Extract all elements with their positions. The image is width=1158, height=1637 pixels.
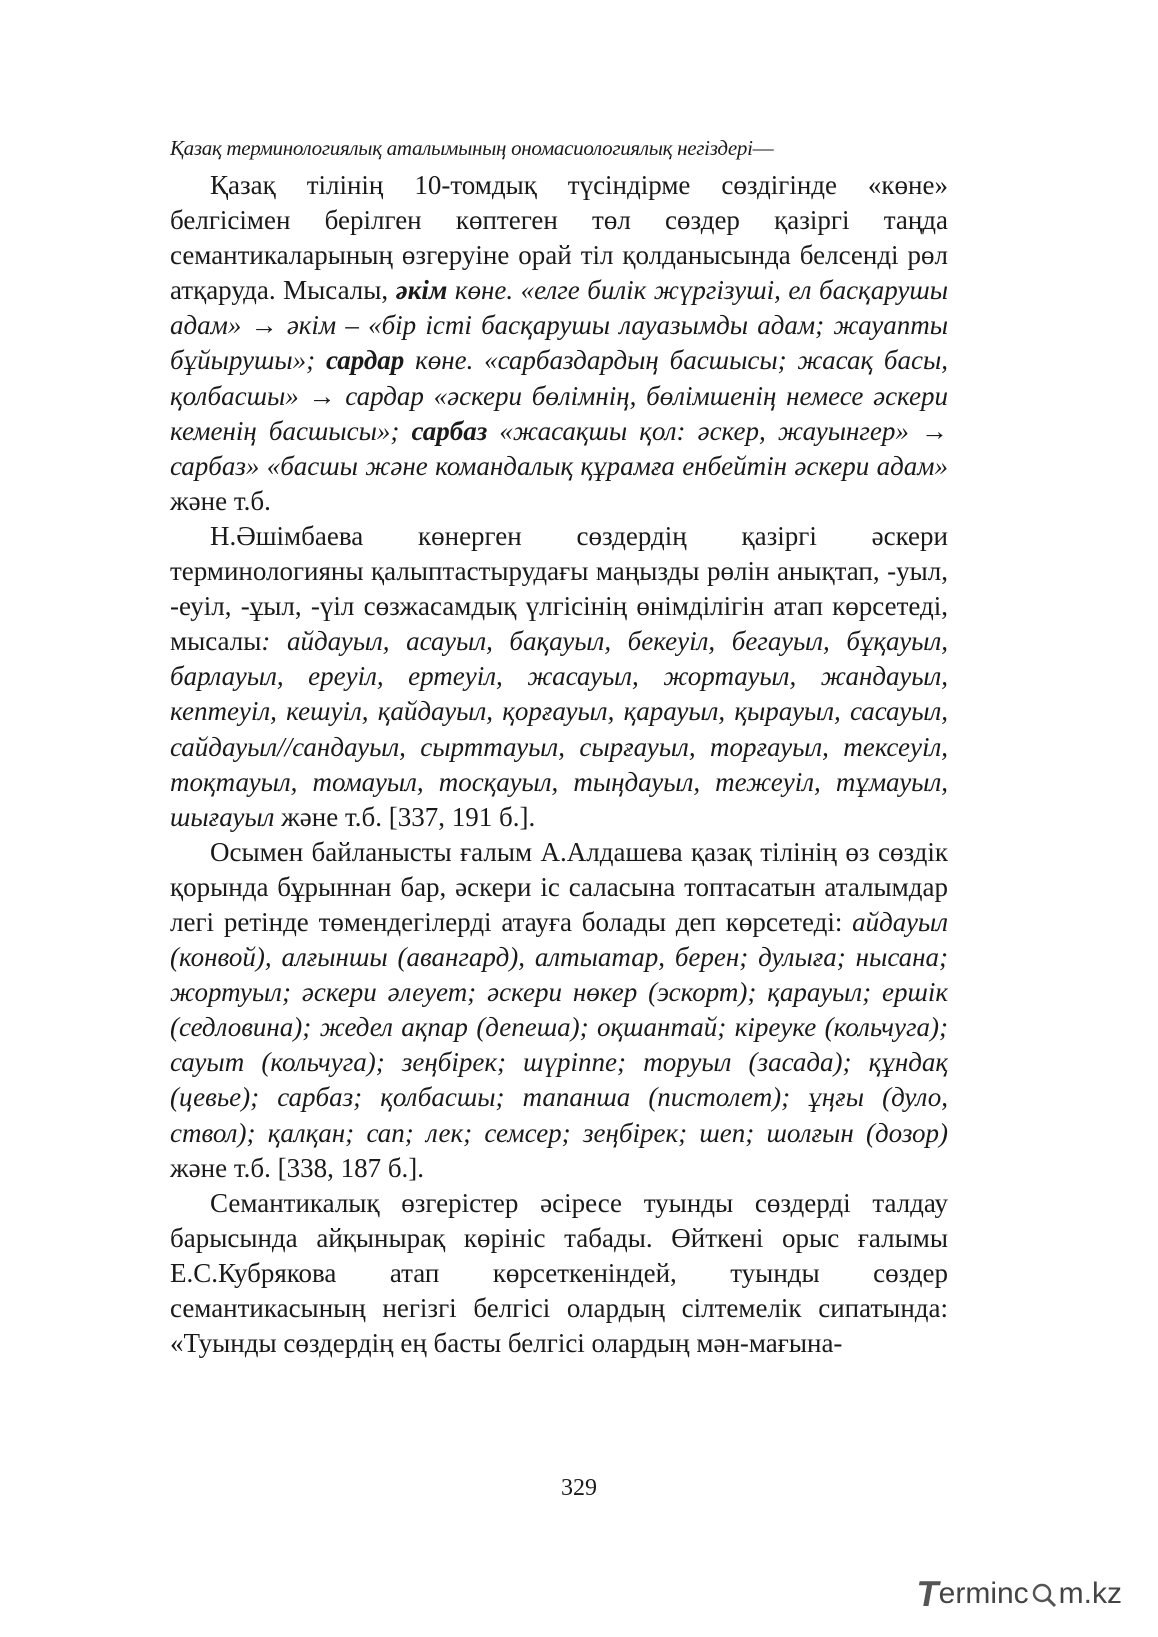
- text-run: «жасақшы қол: әскер, жауынгер» → сарбаз» «басшы және командалық құрамға енбейтін әскери адам»: [170, 415, 949, 481]
- running-header: [170, 130, 948, 166]
- header-dash: —: [752, 136, 774, 160]
- text-run: : айдауыл, асауыл, бақауыл, бекеуіл, бегауыл, бұқауыл, барлауыл, ереуіл, ертеуіл, жасауыл, жортауыл, жандауыл, кептеуіл, кешуіл, қайдауыл, қорғауыл, қарауыл, қырауыл, сасауыл, сайдауыл//сандауыл, сырттауыл, сырғауыл, торғауыл, тексеуіл, тоқтауыл, томауыл, тосқауыл, тыңдауыл, тежеуіл, тұмауыл, шығауыл: [170, 626, 948, 832]
- text-run: көне. «елге билік жүргізуші, ел басқарушы адам» → әкім – «бір істі басқарушы лауазымды адам; жауапты бұйырушы»;: [170, 275, 948, 376]
- text-run: Н.Әшімбаева көнерген сөздердің қазіргі әскери терминологияны қалыптастырудағы маңызды рөлін анықтап, -уыл, -еуіл, -ұыл, -үіл сөзжасамдық үлгісінің өнімділігін атап көрсетеді, мысалы: [170, 520, 948, 657]
- paragraph-3: [170, 835, 948, 1186]
- running-title: Қазақ терминологиялық аталымының ономасиологиялық негіздері: [170, 136, 753, 160]
- text-run: Осымен байланысты ғалым А.Алдашева қазақ тілінің өз сөздік қорында бұрыннан бар, әскери іс саласына топтасатын аталымдар легі ретінде төмендегілерді атауға болады деп көрсетеді:: [170, 836, 948, 937]
- text-run: көне. «сарбаздардың басшысы; жасақ басы, қолбасшы» → сардар «әскери бөлімнің, бөлімшенің немесе әскери кеменің басшысы»;: [170, 345, 948, 446]
- paragraph-1: [170, 168, 948, 519]
- paragraph-4: [170, 1186, 948, 1361]
- text-run: және т.б.: [170, 485, 271, 516]
- text-run: Семантикалық өзгерістер әсіресе туынды сөздерді талдау барысында айқынырақ көрініс табады. Өйткені орыс ғалымы Е.С.Кубрякова атап көрсеткеніндей, туынды сөздер семантикасының негізгі белгісі олардың сілтемелік сипатында: «Туынды сөздердің ең басты белгісі олардың мән-мағына-: [170, 1187, 948, 1359]
- body-text: [170, 168, 948, 1361]
- paragraph-2: [170, 519, 948, 835]
- text-run: сардар: [325, 345, 405, 376]
- text-run: айдауыл (конвой), алғыншы (авангард), алтыатар, берен; дулыға; нысана; жортуыл; әскери әлеует; әскери нөкер (эскорт); қарауыл; ершік (седловина); жедел ақпар (депеша); оқшантай; кіреуке (кольчуга); сауыт (кольчуга); зеңбірек; шүріппе; торуыл (засада); құндақ (цевье); сарбаз; қолбасшы; тапанша (пистолет); ұңғы (дуло, ствол); қалқан; сап; лек; семсер; зеңбірек; шеп; шолғын (дозор): [170, 906, 948, 1148]
- document-page: [170, 130, 948, 1361]
- text-run: сарбаз: [411, 415, 488, 446]
- text-run: және т.б. [337, 191 б.].: [274, 801, 536, 832]
- text-run: және т.б. [338, 187 б.].: [170, 1152, 425, 1183]
- magnifier-icon: [1030, 1580, 1058, 1608]
- page-number: 329: [561, 1475, 597, 1501]
- text-run: әкім: [395, 275, 448, 306]
- text-run: Қазақ тілінің 10-томдық түсіндірме сөздігінде «көне» белгісімен берілген көптеген төл сөздер қазіргі таңда семантикаларының өзгеруіне орай тіл қолданысында белсенді рөл атқаруда. Мысалы,: [170, 170, 948, 306]
- termincom-logo-watermark: T ermin c m.kz: [913, 1573, 1122, 1614]
